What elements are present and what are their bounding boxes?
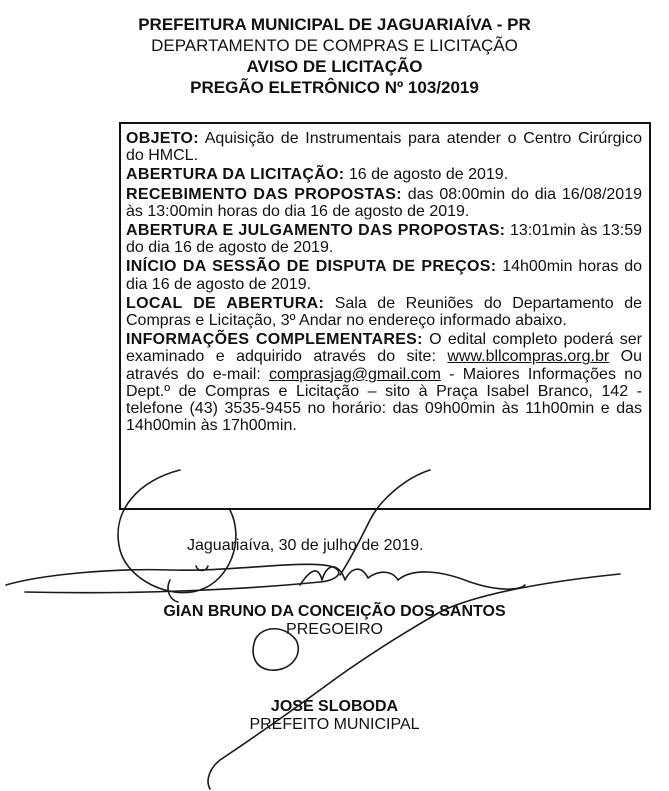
header-prefeitura: PREFEITURA MUNICIPAL DE JAGUARIAÍVA - PR — [138, 15, 531, 34]
prefeito-name: JOSÉ SLOBODA — [270, 698, 399, 715]
dateline: Jaguariaíva, 30 de julho de 2019. — [187, 537, 424, 554]
notice-body — [126, 130, 642, 436]
local-text: Sala de Reuniões do Departamento de Compras e Licitação, 3º Andar no endereço informado abaixo. — [126, 294, 642, 330]
info-label: INFORMAÇÕES COMPLEMENTARES: — [126, 331, 423, 349]
objeto-label: OBJETO: — [126, 130, 199, 147]
pregoeiro-name: GIAN BRUNO DA CONCEIÇÃO DOS SANTOS — [163, 603, 506, 620]
prefeito-role: PREFEITO MUNICIPAL — [249, 716, 420, 733]
abertura-text: 16 de agosto de 2019. — [344, 166, 509, 184]
recebimento-label: RECEBIMENTO DAS PROPOSTAS: — [126, 185, 402, 203]
email-link[interactable]: comprasjag@gmail.com — [269, 365, 441, 383]
info-paragraph — [126, 331, 642, 434]
inicio-paragraph — [126, 258, 642, 292]
abertura-label: ABERTURA DA LICITAÇÃO: — [126, 166, 345, 184]
recebimento-text: das 08:00min do dia 16/08/2019 às 13:00min horas do dia 16 de agosto de 2019. — [126, 185, 642, 220]
signature-stroke-cursive — [300, 567, 525, 589]
site-link[interactable]: www.bllcompras.org.br — [447, 348, 610, 366]
abertura-paragraph — [126, 166, 642, 183]
inicio-text: 14h00min horas do dia 16 de agosto de 2019. — [126, 258, 642, 293]
pregoeiro-role: PREGOEIRO — [286, 621, 383, 638]
julgamento-paragraph — [126, 222, 642, 256]
local-label: LOCAL DE ABERTURA: — [126, 294, 325, 312]
header-pregao: PREGÃO ELETRÔNICO Nº 103/2019 — [190, 78, 479, 97]
signature-block-pregoeiro — [0, 603, 669, 639]
header-aviso: AVISO DE LICITAÇÃO — [246, 57, 423, 76]
julgamento-label: ABERTURA E JULGAMENTO DAS PROPOSTAS: — [126, 222, 506, 240]
objeto-text: Aquisição de Instrumentais para atender o Centro Cirúrgico do HMCL. — [126, 130, 642, 165]
document-header — [0, 14, 669, 98]
local-paragraph — [126, 295, 642, 329]
signature-block-prefeito — [0, 698, 669, 734]
header-departamento: DEPARTAMENTO DE COMPRAS E LICITAÇÃO — [151, 36, 518, 55]
objeto-paragraph — [126, 130, 642, 164]
julgamento-text: 13:01min às 13:59 do dia 16 de agosto de 2019. — [126, 222, 642, 257]
info-text-1: O edital completo poderá ser examinado e adquirido através do site: — [126, 331, 642, 366]
inicio-label: INÍCIO DA SESSÃO DE DISPUTA DE PREÇOS: — [126, 258, 497, 276]
recebimento-paragraph — [126, 186, 642, 220]
signature-stroke-small — [168, 566, 208, 602]
info-text-2: Ou através do e-mail: — [126, 348, 643, 383]
info-text-3: - Maiores Informações no Dept.º de Compras e Licitação – sito à Praça Isabel Branco, 142 - telefone (43) 3535-9455 no horário: das 09h00min às 11h00min e das 14h00min às 17h00min. — [126, 365, 642, 435]
signature-stroke-left — [6, 564, 339, 592]
